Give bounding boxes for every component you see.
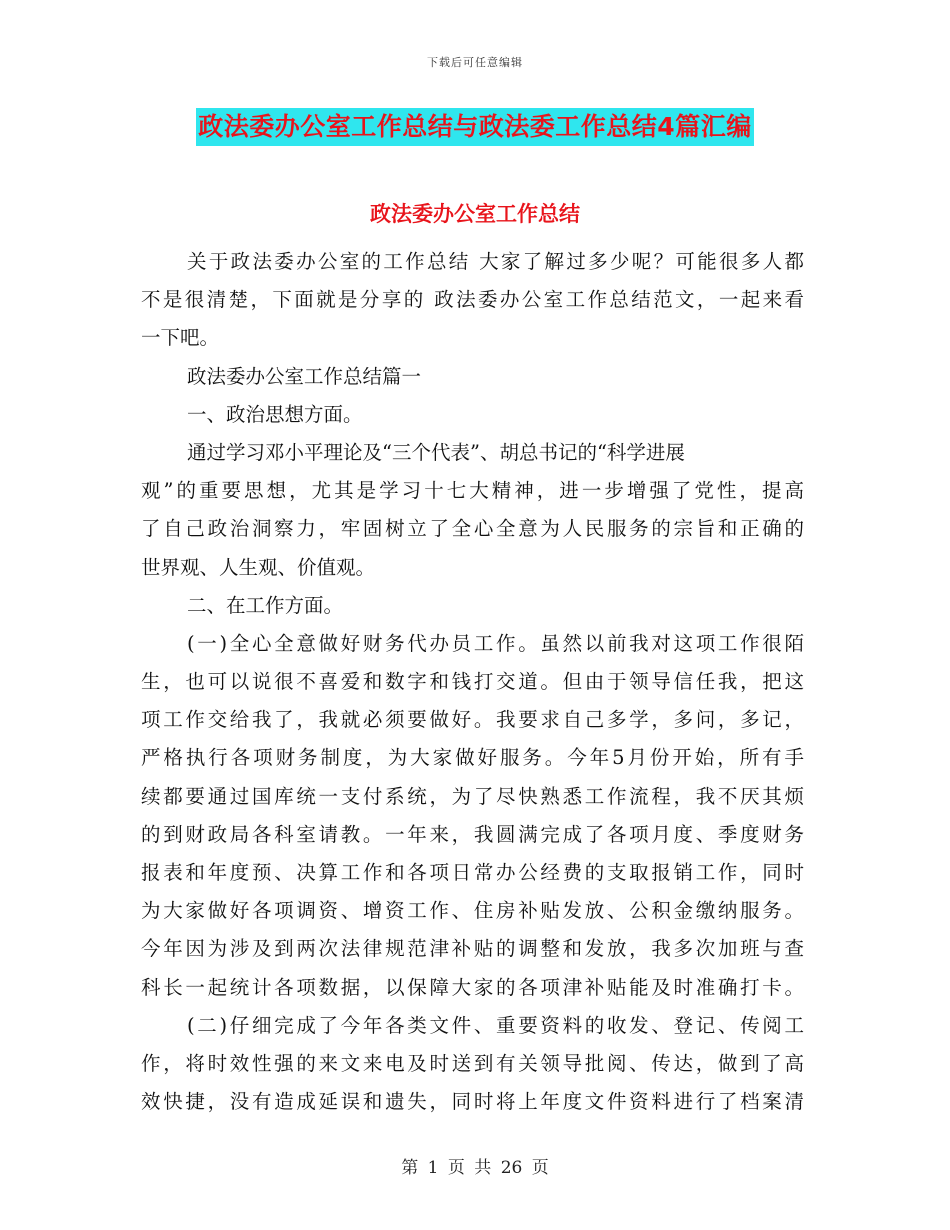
text-line: 报表和年度预、决算工作和各项日常办公经费的支取报销工作，同时: [141, 861, 804, 884]
body-text: [141, 243, 804, 1121]
text-line: 一、政治思想方面。: [187, 402, 363, 426]
text-line: (二)仔细完成了今年各类文件、重要资料的收发、登记、传阅工: [187, 1013, 804, 1037]
main-title-wrap: [0, 108, 950, 146]
text-line: 续都要通过国库统一支付系统，为了尽快熟悉工作流程，我不厌其烦: [141, 784, 804, 808]
text-line: (一)全心全意做好财务代办员工作。虽然以前我对这项工作很陌: [187, 631, 804, 655]
text-line: 二、在工作方面。: [187, 593, 344, 617]
section-title: 政法委办公室工作总结: [370, 202, 580, 226]
text-line: 生，也可以说很不喜爱和数字和钱打交道。但由于领导信任我，把这: [141, 670, 804, 694]
text-line: 关于政法委办公室的工作总结 大家了解过多少呢？可能很多人都: [187, 250, 804, 273]
text-line: 科长一起统计各项数据，以保障大家的各项津补贴能及时准确打卡。: [141, 975, 804, 999]
text-line: 了自己政治洞察力，牢固树立了全心全意为人民服务的宗旨和正确的: [141, 517, 804, 541]
main-title: 政法委办公室工作总结与政法委工作总结4篇汇编: [196, 108, 753, 146]
text-line: 一下吧。: [141, 326, 220, 350]
text-line: 严格执行各项财务制度，为大家做好服务。今年5月份开始，所有手: [141, 746, 804, 770]
text-line: 政法委办公室工作总结篇一: [187, 364, 422, 388]
page-footer: 第 1 页 共 26 页: [401, 1158, 549, 1178]
text-line: 作，将时效性强的来文来电及时送到有关领导批阅、传达，做到了高: [141, 1051, 804, 1075]
text-line: 项工作交给我了，我就必须要做好。我要求自己多学，多问，多记，: [141, 708, 804, 732]
text-line: 的到财政局各科室请教。一年来，我圆满完成了各项月度、季度财务: [141, 822, 804, 846]
text-line: 不是很清楚，下面就是分享的 政法委办公室工作总结范文，一起来看: [141, 288, 804, 312]
text-line: 为大家做好各项调资、增资工作、住房补贴发放、公积金缴纳服务。: [141, 899, 804, 923]
header-note: 下载后可任意编辑: [427, 56, 523, 69]
text-line: 观”的重要思想，尤其是学习十七大精神，进一步增强了党性，提高: [141, 479, 804, 503]
text-line: 效快捷，没有造成延误和遗失，同时将上年度文件资料进行了档案清: [141, 1090, 804, 1114]
text-line: 今年因为涉及到两次法律规范津补贴的调整和发放，我多次加班与查: [141, 937, 804, 961]
text-line: 世界观、人生观、价值观。: [141, 555, 376, 579]
text-line: 通过学习邓小平理论及“三个代表”、胡总书记的“科学进展: [187, 440, 685, 464]
